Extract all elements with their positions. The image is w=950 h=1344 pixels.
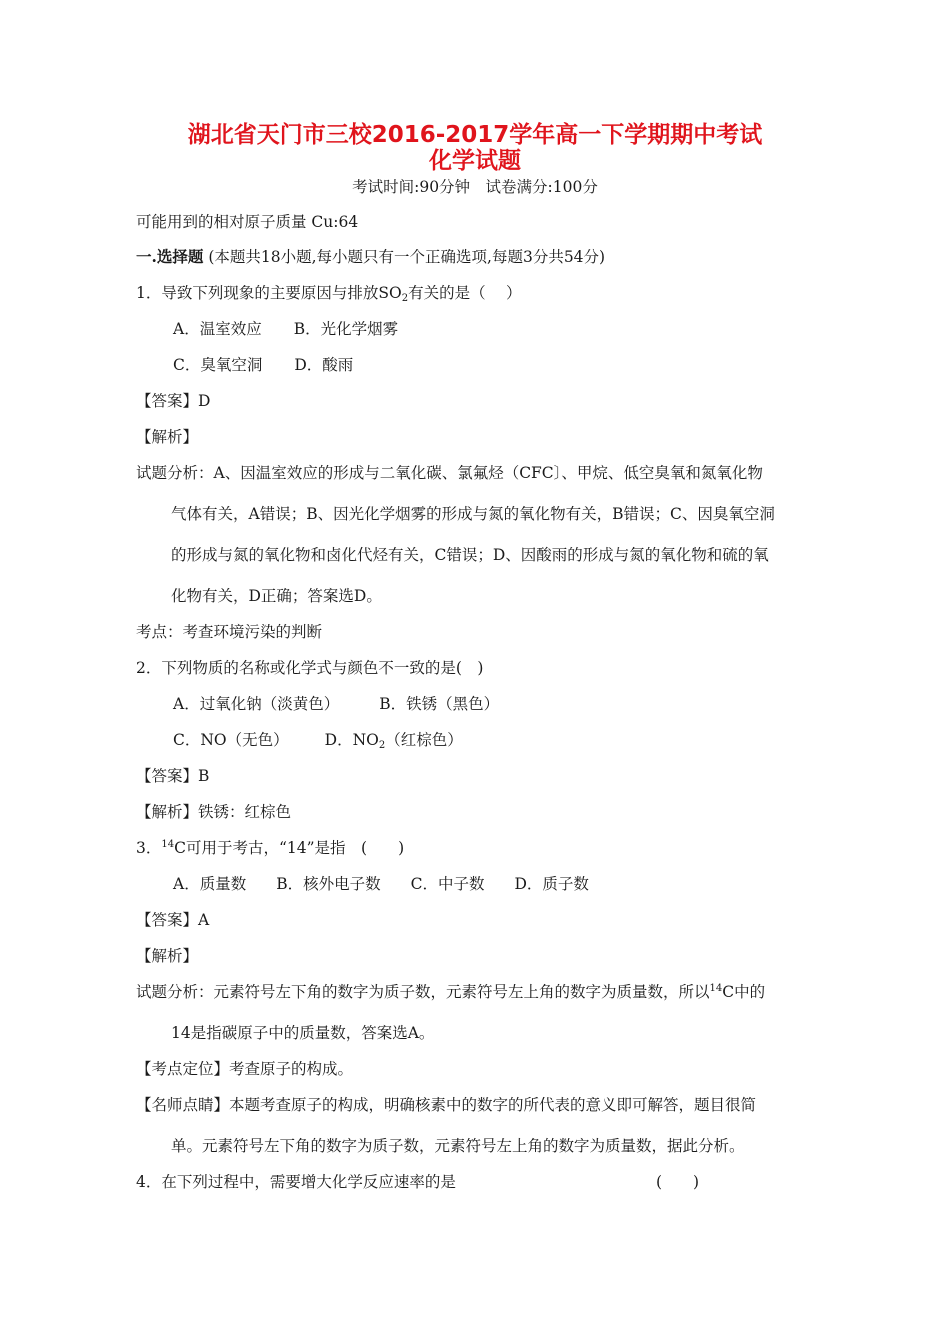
q3-option-b: B．核外电子数: [276, 875, 381, 893]
q3-analysis-label: 【解析】: [136, 947, 199, 965]
section-note: (本题共18小题,每小题只有一个正确选项,每题3分共54分): [203, 248, 606, 266]
q4-answer-paren: ( ): [656, 1173, 700, 1191]
q3-analysis-tail: C中的: [722, 983, 766, 1001]
q3-analysis-line-1: [136, 982, 765, 1002]
question-2-stem: 2．下列物质的名称或化学式与颜色不一致的是( ): [136, 659, 484, 677]
q2-options-cd: [173, 730, 463, 750]
q2-analysis: 【解析】铁锈：红棕色: [136, 803, 292, 821]
q1-analysis-line-2: 气体有关，A错误；B、因光化学烟雾的形成与氮的氧化物有关，B错误；C、因臭氧空洞: [171, 505, 775, 523]
q1-options-ab: [173, 319, 398, 339]
q1-analysis-line-1: 试题分析：A、因温室效应的形成与二氧化碳、氯氟烃（CFC〕、甲烷、低空臭氧和氮氧化物: [136, 464, 763, 482]
q3-analysis-text: 试题分析：元素符号左下角的数字为质子数，元素符号左上角的数字为质量数，所以: [136, 983, 710, 1001]
q3-stem-text: C可用于考古，“14”是指 ( ): [174, 839, 405, 857]
document-subtitle: 化学试题: [429, 148, 521, 174]
q3-answer: 【答案】A: [136, 911, 210, 929]
q1-option-b: B．光化学烟雾: [293, 320, 399, 338]
q3-option-c: C．中子数: [410, 875, 485, 893]
question-4-stem: 4．在下列过程中，需要增大化学反应速率的是: [136, 1173, 456, 1191]
q1-analysis-label: 【解析】: [136, 428, 199, 446]
q3-stem-number: 3．: [136, 839, 162, 857]
q3-teacher-note-2: 单。元素符号左下角的数字为质子数，元素符号左上角的数字为质量数，据此分析。: [171, 1137, 745, 1155]
q3-point: 【考点定位】考查原子的构成。: [136, 1060, 354, 1078]
q2-option-d-text: D．NO: [324, 731, 379, 749]
question-1-stem: [136, 283, 522, 303]
section-heading: [136, 247, 605, 267]
q3-stem-superscript: 14: [161, 839, 175, 850]
q2-answer: 【答案】B: [136, 767, 210, 785]
q1-stem-tail: 有关的是（ ）: [408, 284, 522, 302]
exam-info: 考试时间:90分钟 试卷满分:100分: [352, 178, 598, 196]
q3-option-a: A．质量数: [173, 875, 247, 893]
q2-option-c: C．NO（无色）: [173, 731, 289, 749]
q2-option-a: A．过氧化钠（淡黄色）: [173, 695, 340, 713]
q1-options-cd: [173, 355, 353, 375]
q1-stem-subscript: 2: [401, 293, 409, 304]
q1-analysis-line-4: 化物有关，D正确；答案选D。: [171, 587, 382, 605]
q2-option-b: B．铁锈（黑色）: [379, 695, 500, 713]
q2-option-d-subscript: 2: [378, 740, 386, 751]
q3-analysis-line-2: 14是指碳原子中的质量数，答案选A。: [171, 1024, 435, 1042]
q1-option-a: A．温室效应: [173, 320, 262, 338]
q2-option-d: [325, 731, 463, 749]
q1-stem-text: 1．导致下列现象的主要原因与排放SO: [136, 284, 402, 302]
section-title: 一.选择题: [136, 247, 204, 266]
atomic-mass-note: 可能用到的相对原子质量 Cu:64: [136, 213, 359, 231]
q1-answer: 【答案】D: [136, 392, 211, 410]
q1-point: 考点：考查环境污染的判断: [136, 623, 323, 641]
question-3-stem: [136, 838, 404, 858]
q2-option-d-tail: （红棕色）: [385, 731, 463, 749]
q1-analysis-line-3: 的形成与氮的氧化物和卤化代烃有关，C错误；D、因酸雨的形成与氮的氧化物和硫的氧: [171, 546, 769, 564]
document-title: 湖北省天门市三校2016-2017学年高一下学期期中考试: [187, 122, 763, 148]
q3-options: [173, 874, 589, 894]
q3-option-d: D．质子数: [514, 875, 589, 893]
q3-analysis-superscript: 14: [709, 983, 723, 994]
q3-teacher-note-1: 【名师点睛】本题考查原子的构成，明确核素中的数字的所代表的意义即可解答，题目很简: [136, 1096, 757, 1114]
q2-options-ab: [173, 694, 499, 714]
q1-option-d: D．酸雨: [294, 356, 354, 374]
q1-option-c: C．臭氧空洞: [173, 356, 263, 374]
